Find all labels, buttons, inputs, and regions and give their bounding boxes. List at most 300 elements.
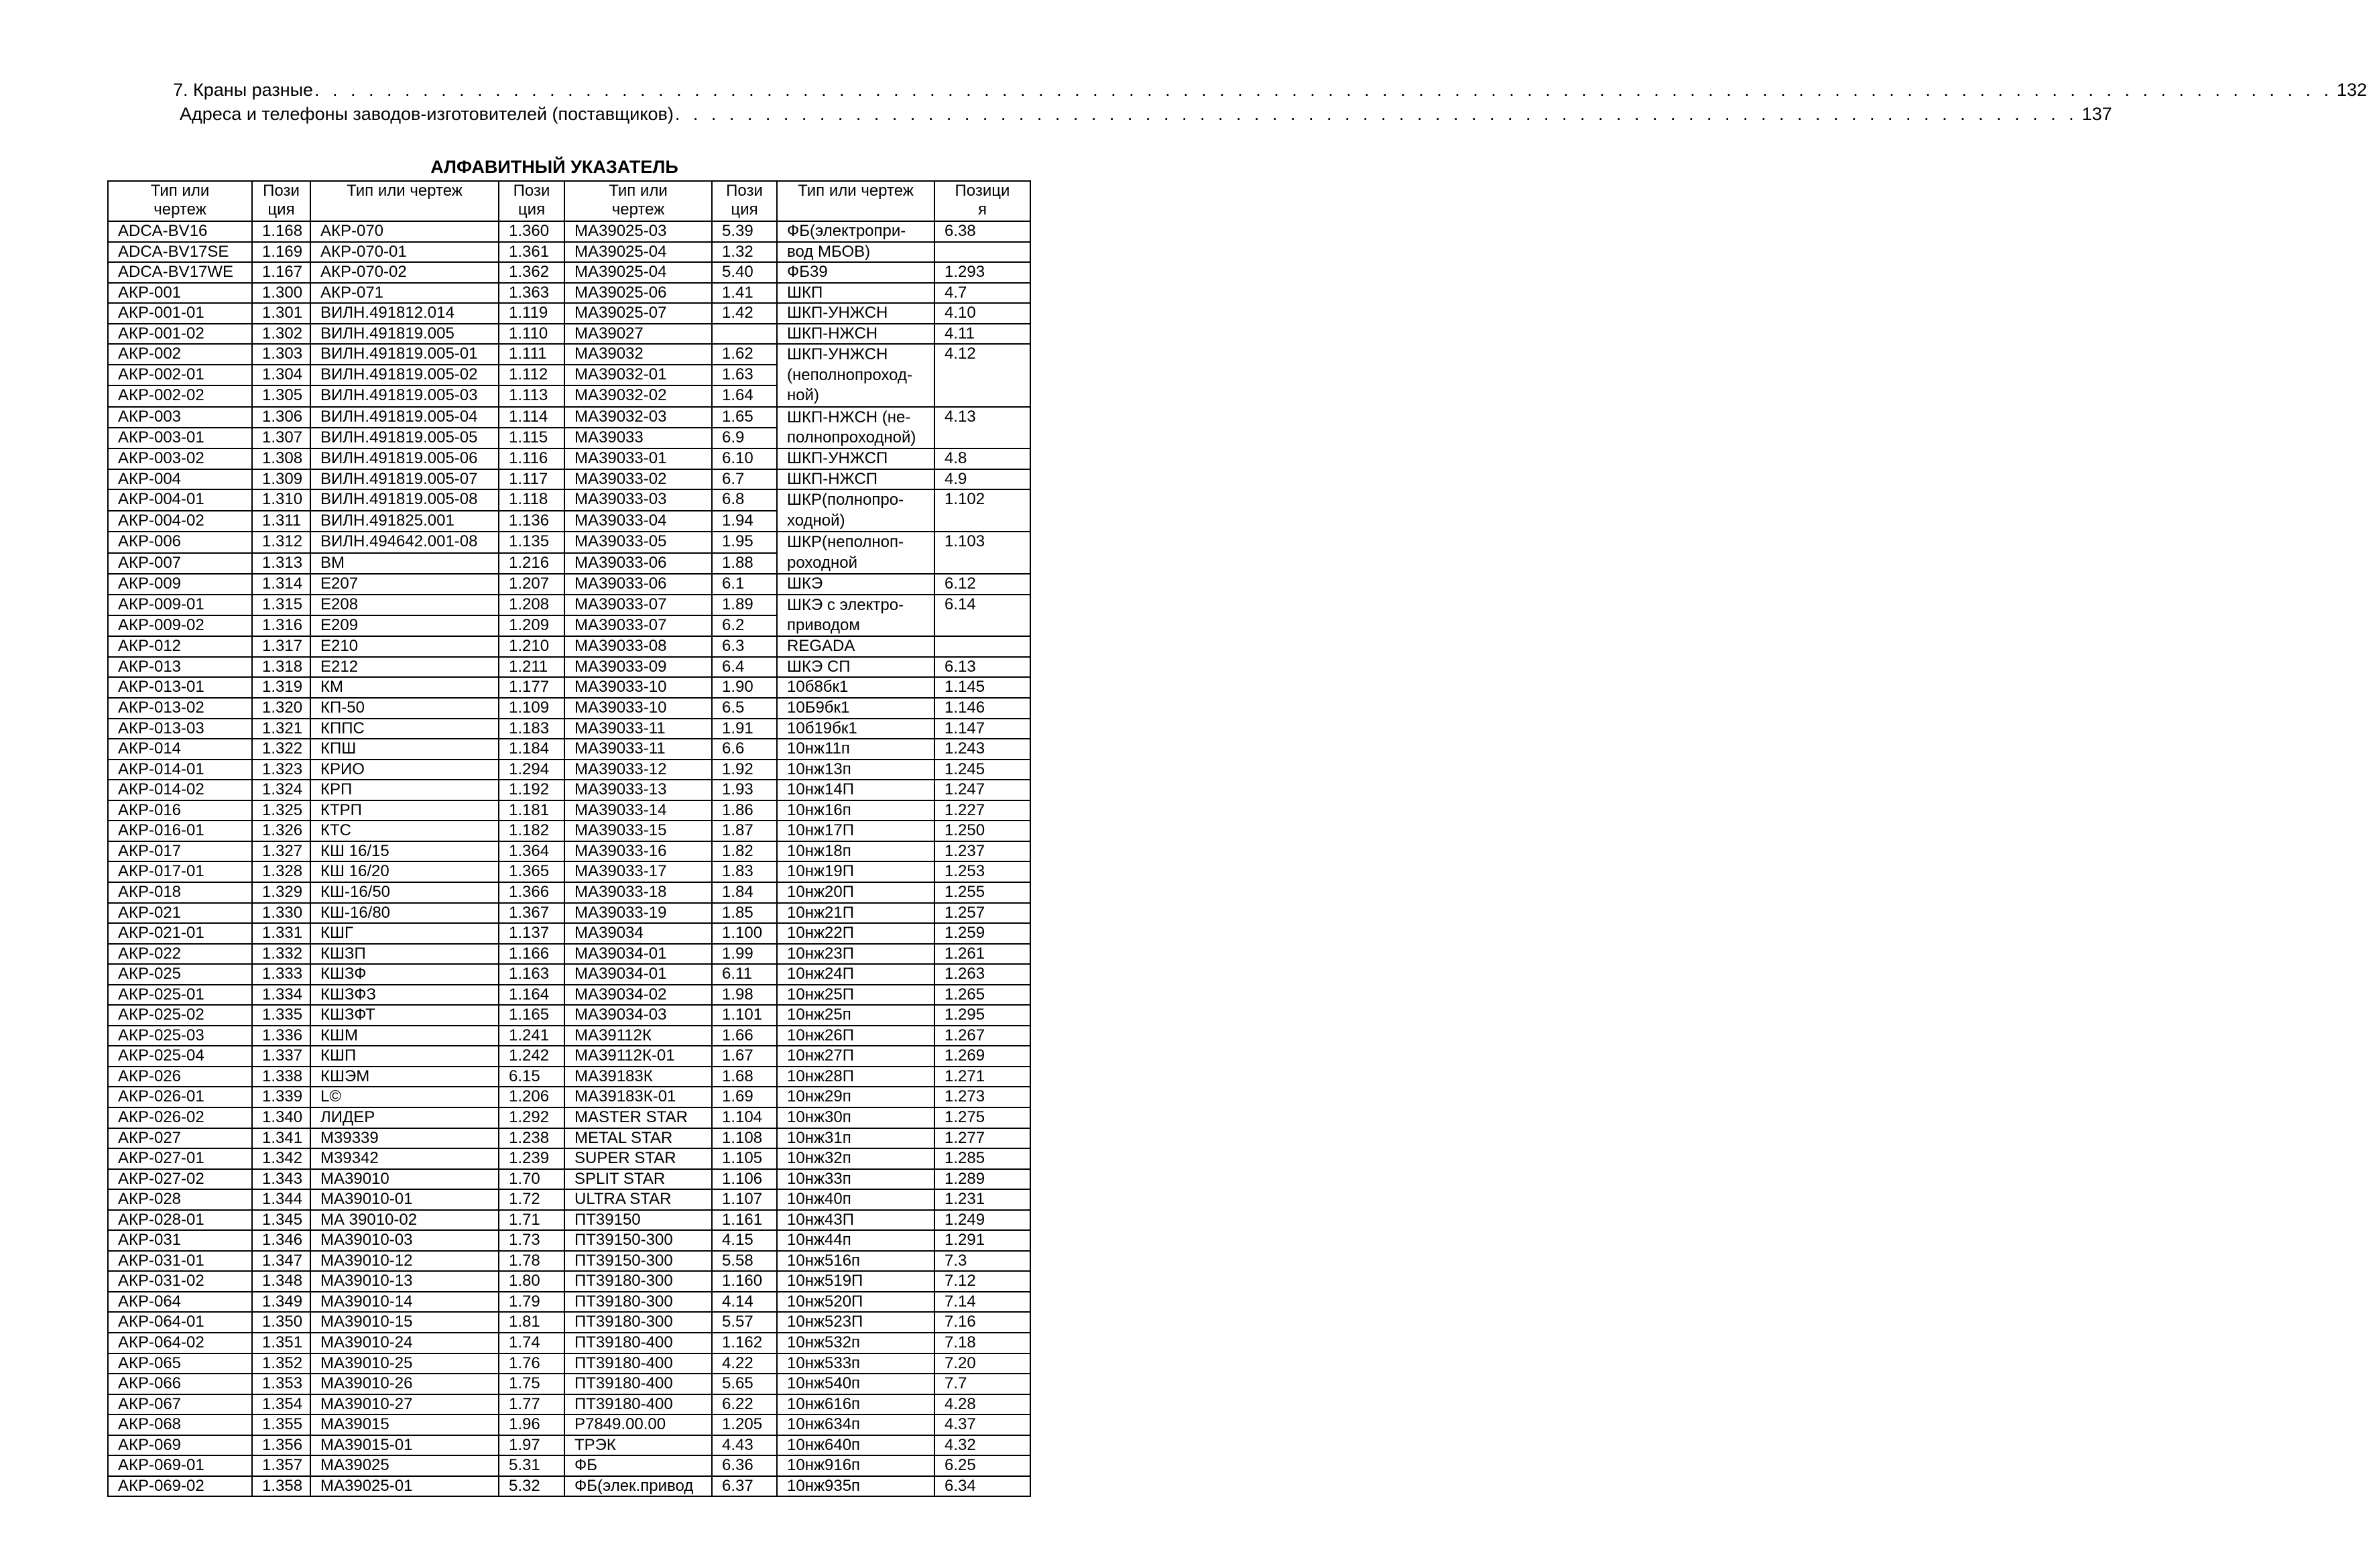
column-header-line: Позици: [955, 182, 1010, 200]
table-cell-position: 1.166: [499, 944, 564, 965]
table-cell-position: 1.289: [934, 1169, 1030, 1190]
table-cell-position: 7.3: [934, 1251, 1030, 1272]
table-cell-position: 1.273: [934, 1087, 1030, 1107]
table-cell-type: МА39033-06: [564, 553, 712, 574]
table-cell-type: АКР-028: [108, 1189, 252, 1210]
table-row: [108, 861, 1030, 882]
table-cell-type: МА 39010-02: [310, 1210, 499, 1231]
table-row: [108, 698, 1030, 719]
table-cell-type: АКР-025-02: [108, 1005, 252, 1026]
table-cell-position: 1.269: [934, 1046, 1030, 1067]
table-cell-type: 10нж28П: [777, 1067, 934, 1087]
table-cell-position: 1.306: [252, 407, 310, 428]
table-cell-type: КРП: [310, 780, 499, 800]
table-cell-type: METAL STAR: [564, 1128, 712, 1149]
table-cell-type: 10нж18п: [777, 841, 934, 862]
table-cell-type: КРИО: [310, 760, 499, 780]
table-cell-position: 4.43: [712, 1435, 777, 1456]
table-cell-position: 1.257: [934, 903, 1030, 924]
table-cell-type: АКР-007: [108, 553, 252, 574]
column-header-line: Пози: [513, 182, 550, 200]
toc-entry[interactable]: [173, 78, 2367, 102]
table-cell-type: ФБ(электропри-: [777, 221, 934, 242]
table-cell-position: 1.76: [499, 1353, 564, 1374]
table-cell-type: АКР-025-03: [108, 1026, 252, 1046]
table-cell-type: 10нж11п: [777, 739, 934, 760]
table-cell-position: 1.319: [252, 677, 310, 698]
table-cell-type: МА39033-04: [564, 511, 712, 532]
table-cell-type: 10нж40п: [777, 1189, 934, 1210]
table-cell-position: 1.109: [499, 698, 564, 719]
table-cell-type: МА39010-25: [310, 1353, 499, 1374]
table-cell-type-merged: [777, 489, 934, 532]
table-cell-position: 1.318: [252, 657, 310, 678]
table-cell-type: МА39010-24: [310, 1333, 499, 1353]
table-cell-position: 1.362: [499, 262, 564, 283]
table-cell-position: 1.259: [934, 923, 1030, 944]
table-cell-type: 10нж516п: [777, 1251, 934, 1272]
table-row: [108, 242, 1030, 263]
table-cell-position: 1.92: [712, 760, 777, 780]
table-cell-position: 7.18: [934, 1333, 1030, 1353]
table-cell-type: 10нж24П: [777, 964, 934, 985]
table-cell-type: 10нж523П: [777, 1312, 934, 1333]
table-cell-type: ПТ39180-400: [564, 1374, 712, 1394]
table-cell-type: МА39033-15: [564, 821, 712, 841]
table-cell-type: SPLIT STAR: [564, 1169, 712, 1190]
merged-cell-line: ШКР(полнопро-: [787, 491, 904, 509]
table-cell-position: 4.8: [934, 448, 1030, 469]
table-cell-position: 1.343: [252, 1169, 310, 1190]
table-row: [108, 262, 1030, 283]
table-cell-position: 6.4: [712, 657, 777, 678]
table-cell-type: МА39033-17: [564, 861, 712, 882]
table-row: [108, 1230, 1030, 1251]
table-cell-type: ПТ39180-400: [564, 1353, 712, 1374]
table-cell-type: МА39034-01: [564, 944, 712, 965]
table-cell-type: МА39034-01: [564, 964, 712, 985]
table-cell-type: АКР-013-02: [108, 698, 252, 719]
table-cell-type: АКР-004-02: [108, 511, 252, 532]
table-row: [108, 407, 1030, 428]
table-cell-type-merged: [777, 595, 934, 637]
table-cell-position: 1.250: [934, 821, 1030, 841]
table-cell-position: 1.300: [252, 283, 310, 304]
table-cell-type: МА39033-11: [564, 719, 712, 739]
table-cell-type: МА39032-03: [564, 407, 712, 428]
table-cell-position: 1.86: [712, 800, 777, 821]
table-cell-type: КШМ: [310, 1026, 499, 1046]
table-cell-type: L©: [310, 1087, 499, 1107]
table-cell-type: КШГ: [310, 923, 499, 944]
table-cell-position: 1.247: [934, 780, 1030, 800]
table-cell-position: 4.15: [712, 1230, 777, 1251]
table-cell-type: АКР-027-01: [108, 1148, 252, 1169]
table-cell-position: 1.342: [252, 1148, 310, 1169]
table-cell-position: 1.275: [934, 1107, 1030, 1128]
table-cell-type: МА39112К-01: [564, 1046, 712, 1067]
table-cell-position-merged: 1.103: [934, 532, 1030, 574]
column-header-line: чертеж: [154, 200, 206, 219]
table-cell-type: МА39033-13: [564, 780, 712, 800]
table-cell-type: 10нж25п: [777, 1005, 934, 1026]
table-cell-position: 1.314: [252, 574, 310, 595]
table-cell-position: 1.100: [712, 923, 777, 944]
table-cell-type: АКР-025: [108, 964, 252, 985]
table-cell-type-merged: [777, 344, 934, 406]
column-header-line: ция: [267, 200, 295, 219]
column-header-line: ция: [518, 200, 546, 219]
table-cell-position: 1.351: [252, 1333, 310, 1353]
table-cell-type: МА39033: [564, 428, 712, 448]
table-cell-type: АКР-070-01: [310, 242, 499, 263]
table-cell-position: 1.183: [499, 719, 564, 739]
table-cell-type: МА39025-01: [310, 1476, 499, 1497]
table-row: [108, 719, 1030, 739]
table-cell-position: 1.96: [499, 1414, 564, 1435]
table-cell-type: АКР-021: [108, 903, 252, 924]
table-cell-type: 10нж616п: [777, 1394, 934, 1415]
table-cell-type: МА39033-19: [564, 903, 712, 924]
table-cell-position: 6.12: [934, 574, 1030, 595]
table-cell-position: 4.11: [934, 324, 1030, 345]
table-cell-position: 1.307: [252, 428, 310, 448]
table-cell-position: 1.119: [499, 303, 564, 324]
table-cell-position: 6.11: [712, 964, 777, 985]
table-cell-type: ПТ39180-300: [564, 1312, 712, 1333]
table-cell-type: АКР-009-01: [108, 595, 252, 615]
table-cell-type: ПТ39150-300: [564, 1251, 712, 1272]
table-cell-type: МА39033-08: [564, 636, 712, 657]
table-cell-position: 1.249: [934, 1210, 1030, 1231]
table-cell-type: 10нж14П: [777, 780, 934, 800]
table-cell-type: АКР-022: [108, 944, 252, 965]
merged-cell-line: приводом: [787, 615, 860, 634]
table-cell-position: 1.80: [499, 1271, 564, 1292]
table-cell-type: АКР-002-01: [108, 365, 252, 385]
table-cell-position: 1.136: [499, 511, 564, 532]
table-cell-position: 1.238: [499, 1128, 564, 1149]
table-cell-position: 1.162: [712, 1333, 777, 1353]
table-row: [108, 1394, 1030, 1415]
table-cell-position: 1.135: [499, 532, 564, 552]
table-cell-position: 6.1: [712, 574, 777, 595]
table-cell-type: АКР-064-02: [108, 1333, 252, 1353]
table-cell-type: МА39025-04: [564, 262, 712, 283]
table-cell-type: АКР-027-02: [108, 1169, 252, 1190]
table-cell-type: МА39032-01: [564, 365, 712, 385]
merged-cell-line: (неполнопроход-: [787, 365, 912, 384]
table-cell-type: МА39010: [310, 1169, 499, 1190]
table-cell-type: 10нж16п: [777, 800, 934, 821]
table-cell-type: 10нж21П: [777, 903, 934, 924]
table-cell-type: 10нж23П: [777, 944, 934, 965]
table-cell-position: 1.42: [712, 303, 777, 324]
table-cell-type: АКР-013: [108, 657, 252, 678]
table-cell-position: 1.177: [499, 677, 564, 698]
table-cell-type: ПТ39180-400: [564, 1333, 712, 1353]
table-cell-type: АКР-002: [108, 344, 252, 365]
table-row: [108, 1435, 1030, 1456]
table-cell-type: МА39033-06: [564, 574, 712, 595]
table-cell-type: 10нж33п: [777, 1169, 934, 1190]
table-cell-type: ШКП-НЖСП: [777, 469, 934, 490]
table-cell-position: 1.97: [499, 1435, 564, 1456]
table-cell-type: АКР-068: [108, 1414, 252, 1435]
table-cell-position: 1.77: [499, 1394, 564, 1415]
table-cell-type: МА39033-10: [564, 698, 712, 719]
table-cell-type: ВИЛН.491825.001: [310, 511, 499, 532]
table-cell-type: МА39010-03: [310, 1230, 499, 1251]
table-cell-position: 1.245: [934, 760, 1030, 780]
table-cell-type: МА39025-04: [564, 242, 712, 263]
table-row: [108, 1169, 1030, 1190]
table-cell-position: 1.346: [252, 1230, 310, 1251]
table-cell-position: 1.65: [712, 407, 777, 428]
table-cell-type: АКР-001: [108, 283, 252, 304]
table-cell-type: КПШ: [310, 739, 499, 760]
table-cell-position: 1.328: [252, 861, 310, 882]
table-cell-type: 10нж22П: [777, 923, 934, 944]
table-cell-type: 10нж640п: [777, 1435, 934, 1456]
table-cell-position: 1.71: [499, 1210, 564, 1231]
table-row: [108, 985, 1030, 1006]
table-cell-type: МА39010-14: [310, 1292, 499, 1313]
table-cell-position: 1.363: [499, 283, 564, 304]
table-cell-position: 1.267: [934, 1026, 1030, 1046]
table-cell-position: 1.308: [252, 448, 310, 469]
table-cell-position: 1.339: [252, 1087, 310, 1107]
table-cell-position: 1.349: [252, 1292, 310, 1313]
toc-entry-title: 7. Краны разные: [173, 80, 314, 100]
table-cell-type: Р7849.00.00: [564, 1414, 712, 1435]
table-cell-type: АКР-017-01: [108, 861, 252, 882]
table-cell-type: АКР-004-01: [108, 489, 252, 510]
table-row: [108, 760, 1030, 780]
table-cell-type: АКР-070: [310, 221, 499, 242]
table-cell-type: МА39034-02: [564, 985, 712, 1006]
column-header: [499, 181, 564, 221]
table-cell-position: 1.338: [252, 1067, 310, 1087]
column-header-line: Тип или: [609, 182, 668, 200]
table-cell-position: 1.237: [934, 841, 1030, 862]
table-cell-position: 1.364: [499, 841, 564, 862]
table-cell-position: 1.114: [499, 407, 564, 428]
table-cell-type: МА39033-01: [564, 448, 712, 469]
table-cell-type: ФБ39: [777, 262, 934, 283]
table-cell-type: МА39033-03: [564, 489, 712, 510]
table-row: [108, 780, 1030, 800]
table-cell-position: 6.22: [712, 1394, 777, 1415]
table-cell-position: 1.356: [252, 1435, 310, 1456]
table-cell-type: МА39033-09: [564, 657, 712, 678]
table-cell-type: ADCA-BV17SE: [108, 242, 252, 263]
table-cell-type: АКР-006: [108, 532, 252, 552]
table-cell-type: КШЗП: [310, 944, 499, 965]
table-cell-position: 1.361: [499, 242, 564, 263]
table-cell-position: 4.7: [934, 283, 1030, 304]
table-cell-position: 1.184: [499, 739, 564, 760]
table-cell-type: ШКП: [777, 283, 934, 304]
table-cell-position: 1.317: [252, 636, 310, 657]
table-row: [108, 1210, 1030, 1231]
table-cell-type: ULTRA STAR: [564, 1189, 712, 1210]
table-cell-type: ВИЛН.494642.001-08: [310, 532, 499, 552]
table-cell-type: АКР-002-02: [108, 385, 252, 406]
table-cell-position: 1.107: [712, 1189, 777, 1210]
table-cell-type: 10нж13п: [777, 760, 934, 780]
table-cell-position: 1.329: [252, 882, 310, 903]
table-cell-type: МА39010-26: [310, 1374, 499, 1394]
table-row: [108, 448, 1030, 469]
table-cell-type: МА39025-03: [564, 221, 712, 242]
table-cell-type: АКР-067: [108, 1394, 252, 1415]
table-cell-type: АКР-016-01: [108, 821, 252, 841]
table-row: [108, 964, 1030, 985]
table-cell-type: 10нж19П: [777, 861, 934, 882]
table-cell-type: КМ: [310, 677, 499, 698]
table-cell-type: ТРЭК: [564, 1435, 712, 1456]
merged-cell-line: ШКП-НЖСН (не-: [787, 408, 911, 426]
table-cell-position: 7.20: [934, 1353, 1030, 1374]
table-cell-type: Е209: [310, 615, 499, 636]
table-cell-position: 1.192: [499, 780, 564, 800]
alphabetical-index-table: [107, 180, 1031, 1497]
table-cell-type: АКР-027: [108, 1128, 252, 1149]
table-cell-type: МА39025-06: [564, 283, 712, 304]
table-cell-position: 1.291: [934, 1230, 1030, 1251]
table-cell-type: 10нж520П: [777, 1292, 934, 1313]
table-cell-type: МА39033-11: [564, 739, 712, 760]
table-cell-type: вод МБОВ): [777, 242, 934, 263]
table-cell-type: МА39033-07: [564, 595, 712, 615]
table-cell-type: ЛИДЕР: [310, 1107, 499, 1128]
table-cell-type: КШ-16/80: [310, 903, 499, 924]
table-cell-type: 10нж27П: [777, 1046, 934, 1067]
table-cell-position: 1.209: [499, 615, 564, 636]
table-cell-type: Е212: [310, 657, 499, 678]
table-row: [108, 841, 1030, 862]
table-cell-position: 1.365: [499, 861, 564, 882]
table-cell-position: 1.95: [712, 532, 777, 552]
table-cell-position: 1.207: [499, 574, 564, 595]
table-cell-position: 1.83: [712, 861, 777, 882]
table-cell-type: КШЗФТ: [310, 1005, 499, 1026]
table-cell-position: 1.163: [499, 964, 564, 985]
table-row: [108, 677, 1030, 698]
table-cell-type: 10Б9бк1: [777, 698, 934, 719]
table-cell-type: МА39033-16: [564, 841, 712, 862]
table-cell-type: 10нж29п: [777, 1087, 934, 1107]
table-row: [108, 1005, 1030, 1026]
table-cell-position: 1.110: [499, 324, 564, 345]
table-cell-type: АКР-017: [108, 841, 252, 862]
table-cell-type: АКР-031-02: [108, 1271, 252, 1292]
table-row: [108, 1087, 1030, 1107]
table-cell-type: АКР-012: [108, 636, 252, 657]
table-cell-position: 1.99: [712, 944, 777, 965]
table-cell-type: 10нж17П: [777, 821, 934, 841]
table-cell-position: 6.5: [712, 698, 777, 719]
column-header-line: ция: [731, 200, 758, 219]
table-cell-type: ФБ(элек.привод: [564, 1476, 712, 1497]
table-cell-type: МА39010-13: [310, 1271, 499, 1292]
table-cell-type: 10б8бк1: [777, 677, 934, 698]
table-cell-position: 6.3: [712, 636, 777, 657]
table-row: [108, 1455, 1030, 1476]
table-cell-position: 1.327: [252, 841, 310, 862]
table-row: [108, 469, 1030, 490]
table-row: [108, 1067, 1030, 1087]
table-cell-type: МА39033-10: [564, 677, 712, 698]
table-cell-position: 1.334: [252, 985, 310, 1006]
table-cell-position: 1.98: [712, 985, 777, 1006]
column-header: [934, 181, 1030, 221]
table-cell-type: МА39183К: [564, 1067, 712, 1087]
table-cell-position: 1.169: [252, 242, 310, 263]
table-cell-position: 1.301: [252, 303, 310, 324]
table-row: [108, 944, 1030, 965]
table-cell-position: 1.41: [712, 283, 777, 304]
column-header: [108, 181, 252, 221]
table-cell-type: 10нж935п: [777, 1476, 934, 1497]
table-cell-position: 1.358: [252, 1476, 310, 1497]
table-cell-position: 1.106: [712, 1169, 777, 1190]
toc-entry[interactable]: [180, 102, 2112, 126]
column-header-line: я: [978, 200, 987, 219]
table-cell-type: Е208: [310, 595, 499, 615]
toc-leader-dots: . . . . . . . . . . . . . . . . . . . . . . . . . . . . . . . . . . . . . . . . . . . . . . . . . . . . . . . . . . . . . . . . . . . . . . . . . . . . . . . . . . . . . . . . . . . . . . . . . . . . . . . . . . . . . . . .: [314, 80, 2333, 100]
column-header-line: Тип или чертеж: [347, 182, 463, 200]
table-cell-position: 1.255: [934, 882, 1030, 903]
table-cell-position: 1.310: [252, 489, 310, 510]
table-cell-position: 6.15: [499, 1067, 564, 1087]
table-cell-type: ШКЭ: [777, 574, 934, 595]
table-cell-type: АКР-069: [108, 1435, 252, 1456]
table-cell-type: АКР-064: [108, 1292, 252, 1313]
table-row: [108, 303, 1030, 324]
table-cell-type: МА39025-07: [564, 303, 712, 324]
table-cell-position-merged: 6.14: [934, 595, 1030, 637]
table-cell-position: 4.10: [934, 303, 1030, 324]
table-cell-position: 1.332: [252, 944, 310, 965]
table-row: [108, 739, 1030, 760]
table-cell-position-merged: 4.12: [934, 344, 1030, 406]
table-cell-position: 1.309: [252, 469, 310, 490]
table-cell-position: 1.63: [712, 365, 777, 385]
table-cell-position-merged: 4.13: [934, 407, 1030, 449]
table-cell-type: КШЭМ: [310, 1067, 499, 1087]
table-cell-position: 1.72: [499, 1189, 564, 1210]
table-cell-position: 1.330: [252, 903, 310, 924]
table-cell-position: 6.38: [934, 221, 1030, 242]
table-cell-position: 1.261: [934, 944, 1030, 965]
table-cell-position: 1.167: [252, 262, 310, 283]
table-cell-type: АКР-014-02: [108, 780, 252, 800]
table-cell-position: 1.146: [934, 698, 1030, 719]
table-cell-type: АКР-031-01: [108, 1251, 252, 1272]
table-cell-type: МА39032: [564, 344, 712, 365]
table-cell-position: 1.94: [712, 511, 777, 532]
table-cell-type: ШКП-НЖСН: [777, 324, 934, 345]
table-cell-type: 10нж30п: [777, 1107, 934, 1128]
table-cell-position: 6.10: [712, 448, 777, 469]
table-cell-position: 1.312: [252, 532, 310, 552]
table-cell-position: 1.113: [499, 385, 564, 406]
table-cell-type: КШЗФЗ: [310, 985, 499, 1006]
table-row: [108, 1107, 1030, 1128]
table-row: [108, 574, 1030, 595]
